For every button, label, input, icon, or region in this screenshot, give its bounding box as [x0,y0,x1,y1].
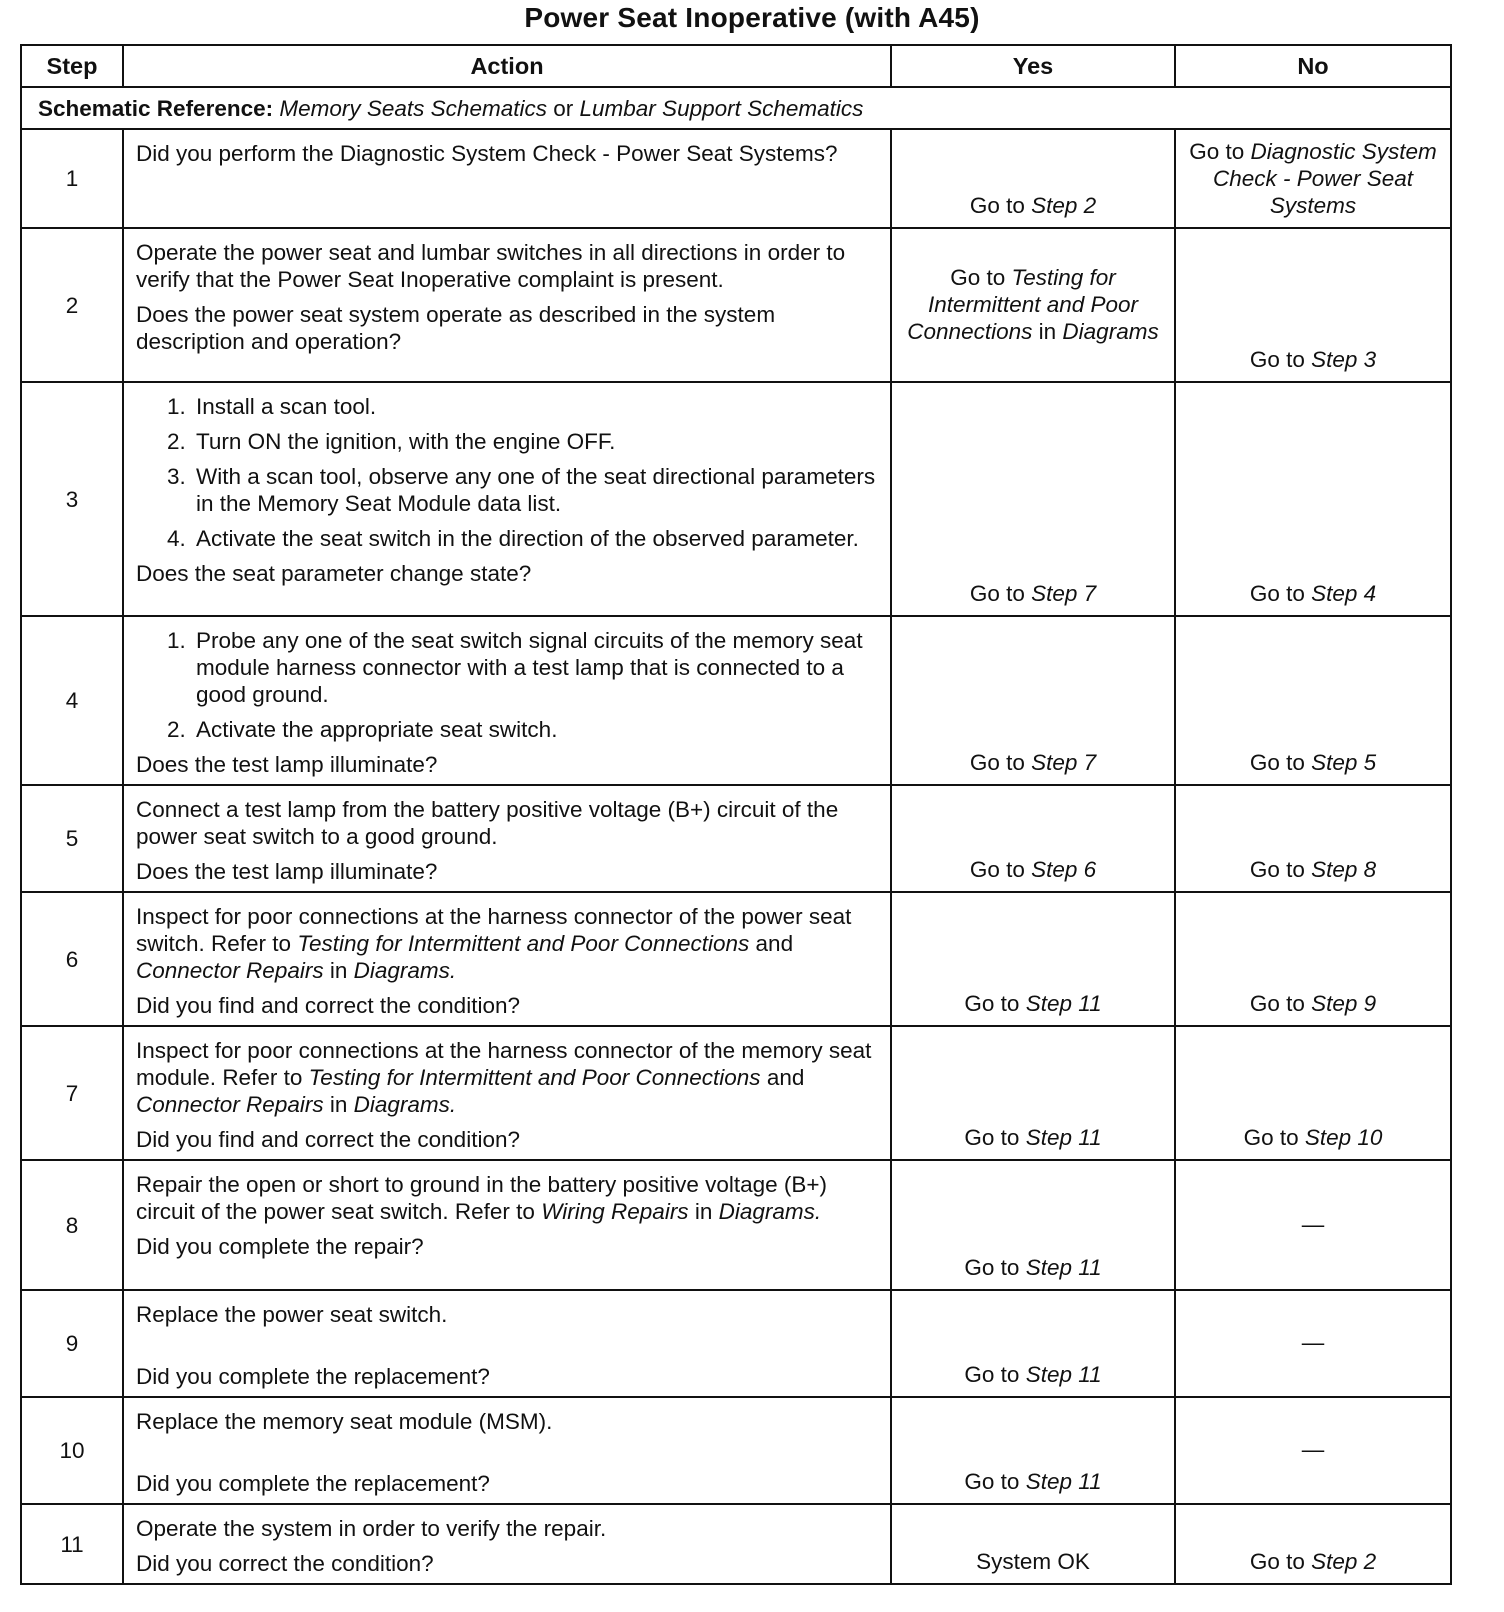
doc-ref: Testing for Intermittent and Poor Connections [308,1065,761,1090]
go-to-text: Go to [1243,1125,1299,1150]
go-to-text: Go to [969,750,1025,775]
list-item: 4. Activate the seat switch in the direction of the observed parameter. [192,525,878,552]
table-row [21,892,1451,1026]
step-action [123,129,891,228]
go-to-text: Go to [964,1362,1020,1387]
step-number: 6 [21,892,123,1026]
action-question: Did you correct the condition? [136,1551,434,1576]
step-number: 10 [21,1397,123,1504]
action-text: Operate the power seat and lumbar switches in all directions in order to verify that the Power Seat Inoperative complaint is present. [136,240,846,292]
list-item: 1. Probe any one of the seat switch signal circuits of the memory seat module harness connector with a test lamp that is connected to a good ground. [192,627,878,708]
yes-target: Testing for Intermittent and Poor Connections [907,264,1139,344]
yes-target: Step 2 [1031,193,1097,218]
action-question: Did you find and correct the condition? [136,993,520,1018]
list-item: 3. With a scan tool, observe any one of the seat directional parameters in the Memory Seat Module data list. [192,463,878,517]
action-text: Replace the power seat switch. [136,1302,448,1327]
table-row [21,382,1451,616]
diagnostic-table [20,44,1452,1585]
yes-result [891,129,1175,228]
no-result [1175,616,1451,785]
list-item: 1. Install a scan tool. [192,393,878,420]
yes-result [891,228,1175,382]
go-to-text: Go to [1249,857,1305,882]
step-action [123,1397,891,1504]
and-text: and [766,1065,805,1090]
refer-to-text: Refer to [211,931,292,956]
go-to-text: Go to [964,1125,1020,1150]
yes-result [891,1160,1175,1290]
action-question: Does the test lamp illuminate? [136,859,438,884]
table-row [21,785,1451,892]
yes-result [891,616,1175,785]
table-row [21,129,1451,228]
header-yes: Yes [891,45,1175,87]
table-row [21,1290,1451,1397]
doc-ref: Diagrams. [718,1199,822,1224]
header-row [21,45,1451,87]
step-action [123,785,891,892]
in-text: in [694,1199,713,1224]
action-question: Did you complete the repair? [136,1234,424,1259]
yes-target: Step 7 [1031,750,1097,775]
go-to-text: Go to [1249,750,1305,775]
action-question: Did you complete the replacement? [136,1364,490,1389]
no-result [1175,228,1451,382]
doc-ref: Diagrams. [353,958,457,983]
yes-target: Step 11 [1025,1469,1102,1494]
no-target: Step 2 [1311,1549,1377,1574]
action-list [136,393,878,552]
no-result: — [1175,1397,1451,1504]
step-number: 4 [21,616,123,785]
step-action [123,1160,891,1290]
step-number: 3 [21,382,123,616]
reference-or: or [553,95,574,121]
step-number: 8 [21,1160,123,1290]
go-to-text: Go to [1189,139,1245,164]
no-target: Step 10 [1304,1125,1383,1150]
go-to-text: Go to [969,193,1025,218]
yes-result [891,382,1175,616]
table-row [21,1504,1451,1584]
go-to-text: Go to [969,857,1025,882]
schematic-reference [21,87,1451,129]
in-text: in [1038,318,1057,344]
action-question: Did you find and correct the condition? [136,1127,520,1152]
in-text: in [329,1092,348,1117]
action-text: Connect a test lamp from the battery positive voltage (B+) circuit of the power seat switch to a good ground. [136,797,839,849]
list-item: 2. Turn ON the ignition, with the engine OFF. [192,428,878,455]
step-number: 7 [21,1026,123,1160]
no-target: Step 4 [1311,581,1377,606]
header-no: No [1175,45,1451,87]
no-result [1175,1026,1451,1160]
page-title: Power Seat Inoperative (with A45) [524,2,980,33]
no-result [1175,129,1451,228]
lumbar-support-schematics-link: Lumbar Support Schematics [579,95,864,121]
no-result: — [1175,1290,1451,1397]
go-to-text: Go to [1249,991,1305,1016]
table-row [21,1397,1451,1504]
no-result [1175,382,1451,616]
no-target: Step 5 [1311,750,1377,775]
step-number: 2 [21,228,123,382]
refer-to-text: Refer to [222,1065,303,1090]
action-question: Does the seat parameter change state? [136,561,532,586]
table-row [21,616,1451,785]
no-target: Diagnostic System Check - Power Seat Systems [1212,139,1437,218]
step-action [123,228,891,382]
step-number: 9 [21,1290,123,1397]
no-target: Step 8 [1311,857,1377,882]
doc-ref: Connector Repairs [136,1092,324,1117]
no-target: Step 3 [1311,347,1377,372]
go-to-text: Go to [964,991,1020,1016]
header-action: Action [123,45,891,87]
go-to-text: Go to [1249,581,1305,606]
no-target: Step 9 [1311,991,1377,1016]
action-list [136,627,878,743]
action-text: Replace the memory seat module (MSM). [136,1409,553,1434]
step-action [123,1290,891,1397]
header-step: Step [21,45,123,87]
yes-result [891,785,1175,892]
action-text [136,1171,878,1225]
go-to-text: Go to [1249,347,1305,372]
no-result [1175,785,1451,892]
memory-seats-schematics-link: Memory Seats Schematics [279,95,547,121]
no-result [1175,892,1451,1026]
yes-target: Step 11 [1025,1125,1102,1150]
action-question: Does the power seat system operate as described in the system description and operation? [136,302,776,354]
table-row [21,1026,1451,1160]
yes-result: System OK [891,1504,1175,1584]
table-row [21,228,1451,382]
action-text: Did you perform the Diagnostic System Check - Power Seat Systems? [136,141,838,166]
go-to-text: Go to [950,264,1006,290]
yes-result [891,1290,1175,1397]
schematic-reference-row [21,87,1451,129]
action-question: Does the test lamp illuminate? [136,752,438,777]
go-to-text: Go to [964,1469,1020,1494]
step-action [123,892,891,1026]
step-action [123,382,891,616]
go-to-text: Go to [1249,1549,1305,1574]
schematic-reference-label: Schematic Reference: [38,95,274,121]
yes-target: Step 11 [1025,991,1102,1016]
doc-ref: Wiring Repairs [541,1199,689,1224]
step-number: 5 [21,785,123,892]
action-question: Did you complete the replacement? [136,1471,490,1496]
go-to-text: Go to [969,581,1025,606]
yes-result [891,1026,1175,1160]
in-text: in [329,958,348,983]
action-text [136,903,878,984]
step-number: 11 [21,1504,123,1584]
step-action [123,616,891,785]
yes-target: Step 6 [1031,857,1097,882]
yes-target: Step 11 [1025,1362,1102,1387]
yes-result [891,892,1175,1026]
action-text: Operate the system in order to verify the repair. [136,1516,607,1541]
step-action [123,1504,891,1584]
step-number: 1 [21,129,123,228]
action-sentence: Inspect for poor connections at the harness connector of the power seat switch. [136,904,852,956]
yes-target-ref: Diagrams [1062,318,1159,344]
doc-ref: Diagrams. [353,1092,457,1117]
table-row [21,1160,1451,1290]
list-item: 2. Activate the appropriate seat switch. [192,716,878,743]
step-action [123,1026,891,1160]
go-to-text: Go to [964,1255,1020,1280]
no-result: — [1175,1160,1451,1290]
refer-to-text: Refer to [454,1199,535,1224]
yes-result [891,1397,1175,1504]
action-sentence: Inspect for poor connections at the harness connector of the memory seat module. [136,1038,872,1090]
doc-ref: Connector Repairs [136,958,324,983]
yes-target: Step 11 [1025,1255,1102,1280]
action-text [136,1037,878,1118]
doc-ref: Testing for Intermittent and Poor Connections [297,931,750,956]
action-sentence: Repair the open or short to ground in the battery positive voltage (B+) circuit of the power seat switch. [136,1172,828,1224]
yes-target: Step 7 [1031,581,1097,606]
no-result [1175,1504,1451,1584]
and-text: and [755,931,794,956]
